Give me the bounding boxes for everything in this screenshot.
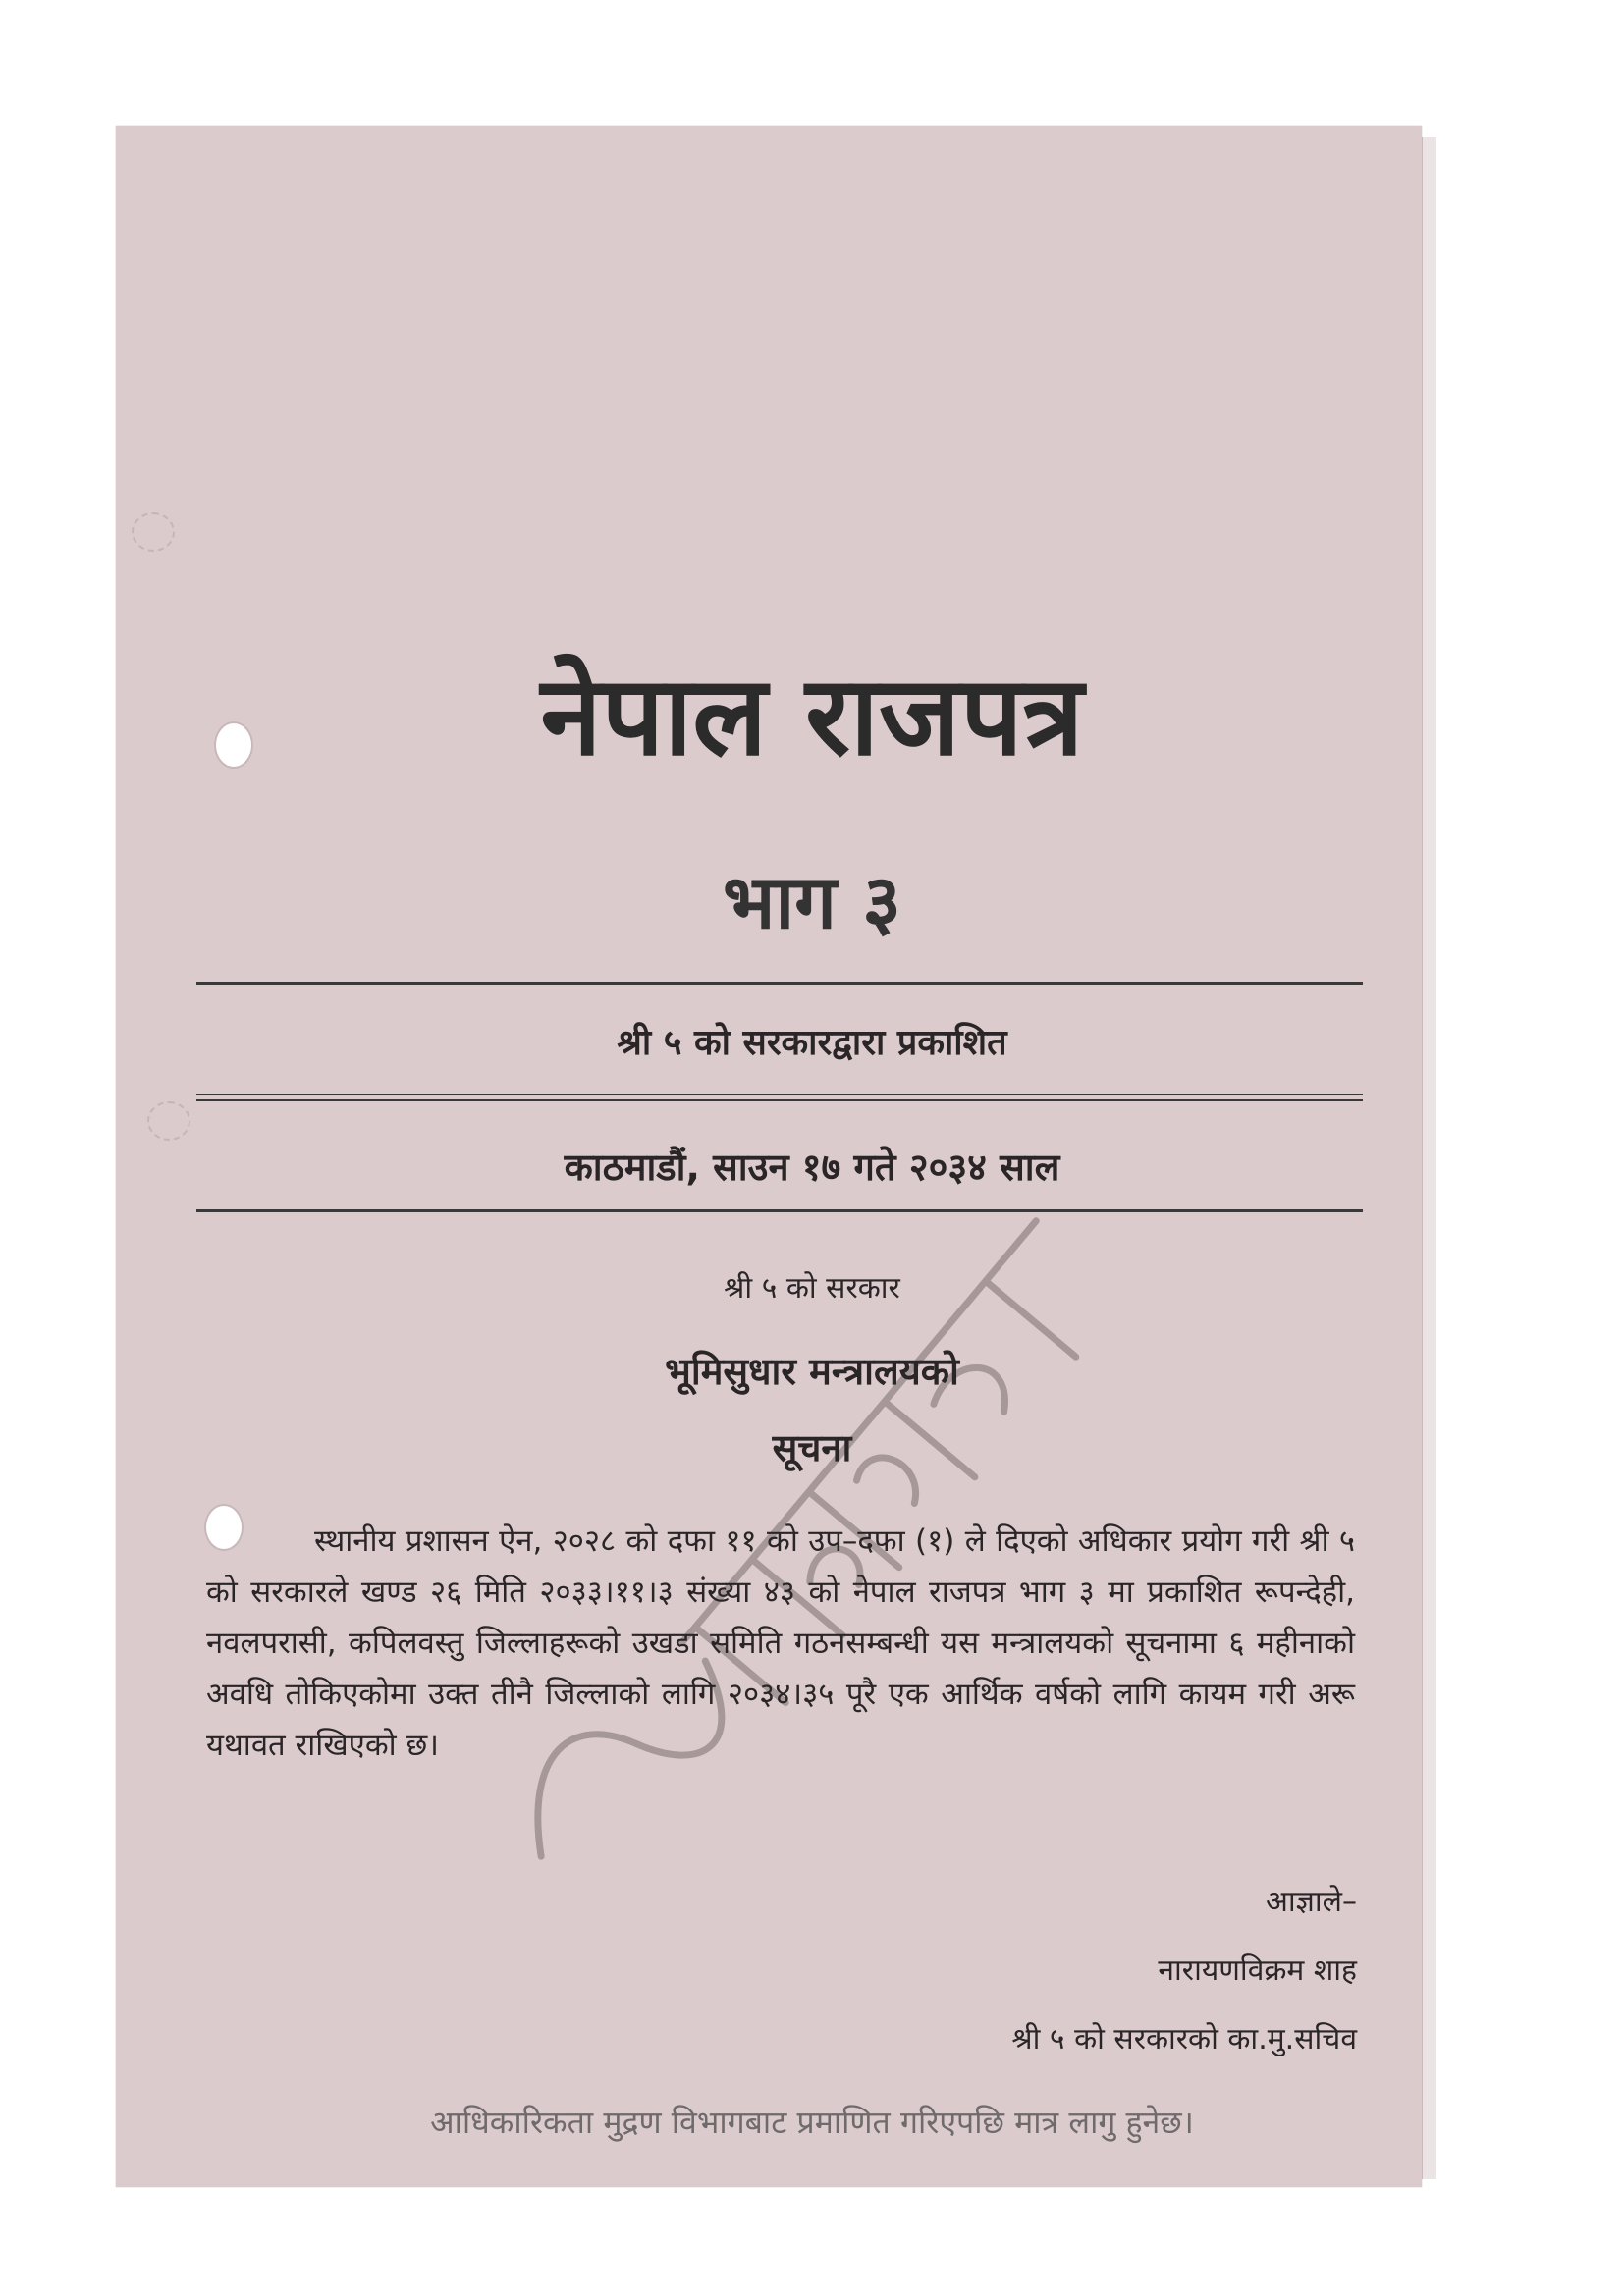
notice-heading: सूचना xyxy=(772,1426,852,1469)
punch-hole-mark xyxy=(147,1101,190,1141)
publisher-line: श्री ५ को सरकारद्वारा प्रकाशित xyxy=(617,1023,1007,1063)
rule-top xyxy=(196,982,1363,985)
signature-name: नारायणविक्रम शाह xyxy=(1158,1953,1357,1988)
signature-order: आज्ञाले– xyxy=(1266,1885,1357,1919)
notice-paragraph: स्थानीय प्रशासन ऐन, २०२८ को दफा ११ को उप–दफा (१) ले दिएको अधिकार प्रयोग गरी श्री ५ को सरकारले खण्ड २६ मिति २०३३।११।३ संख्या ४३ को नेपाल राजपत्र भाग ३ मा प्रकाशित रूपन्देही, नवलपरासी, कपिलवस्तु जिल्लाहरूको उखडा समिति गठनसम्बन्धी यस मन्त्रालयको सूचनामा ६ महीनाको अवधि तोकिएकोमा उक्त तीनै जिल्लाको लागि २०३४।३५ पूरै एक आर्थिक वर्षको लागि कायम गरी अरू यथावत राखिएको छ। xyxy=(206,1523,1355,1763)
punch-hole-mark xyxy=(132,512,175,552)
part-number: भाग ३ xyxy=(723,858,901,945)
dateline: काठमाडौं, साउन १७ गते २०३४ साल xyxy=(564,1146,1060,1189)
ministry-heading: भूमिसुधार मन्त्रालयको xyxy=(665,1350,959,1393)
government-heading: श्री ५ को सरकार xyxy=(724,1271,900,1306)
signature-title: श्री ५ को सरकारको का.मु.सचिव xyxy=(1011,2022,1357,2056)
footer-note: आधिकारिकता मुद्रण विभागबाट प्रमाणित गरिएपछि मात्र लागु हुनेछ। xyxy=(430,2104,1194,2141)
notice-body xyxy=(206,1516,1355,1771)
rule-bottom xyxy=(196,1209,1363,1212)
gazette-title: नेपाल राजपत्र xyxy=(540,653,1084,780)
rule-double xyxy=(196,1094,1363,1101)
